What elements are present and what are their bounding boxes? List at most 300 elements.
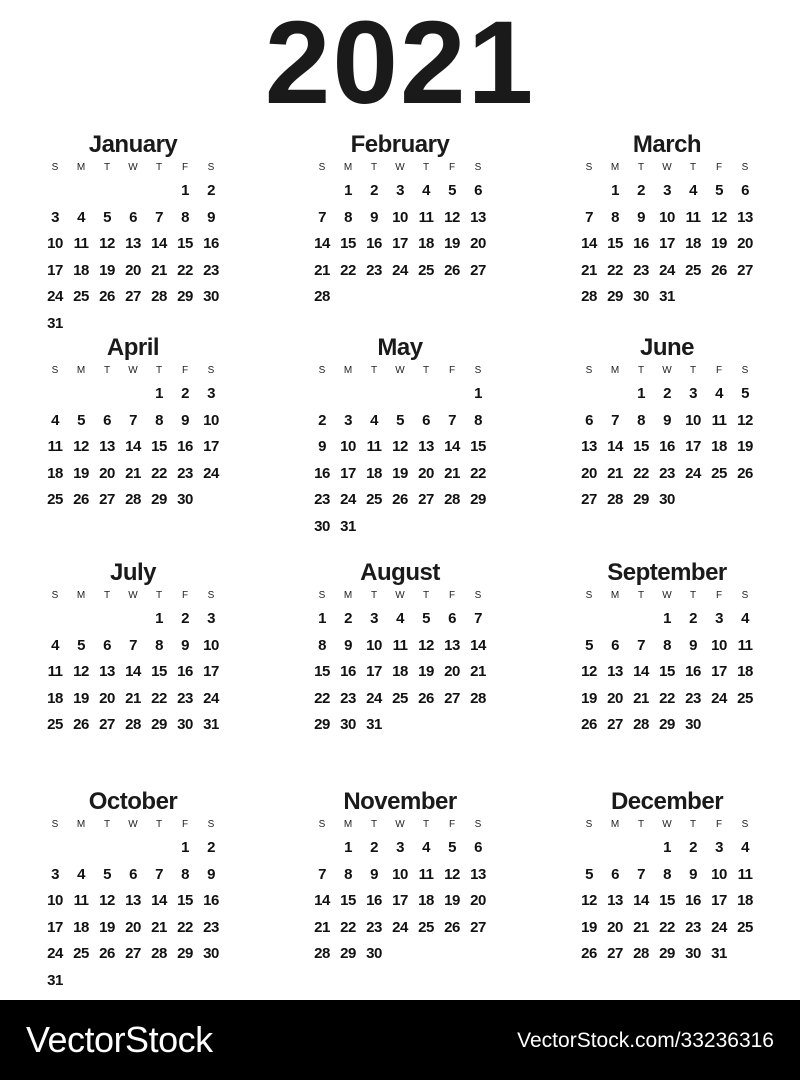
- day-number: 26: [99, 288, 115, 305]
- month-name: September: [607, 559, 727, 586]
- day-number: 15: [151, 438, 167, 455]
- empty-cell: [602, 835, 628, 862]
- day-number: 19: [73, 464, 89, 482]
- day-number: 18: [47, 689, 63, 707]
- weekday-label: W: [395, 365, 405, 376]
- weekday-label: S: [51, 365, 59, 376]
- empty-cell: [576, 381, 602, 408]
- day-number: 20: [125, 261, 141, 279]
- day-number: 28: [444, 491, 460, 508]
- month-name: December: [610, 788, 724, 815]
- day-number: 25: [47, 716, 63, 733]
- day-number: 8: [181, 865, 189, 883]
- day-number: 11: [47, 438, 63, 455]
- day-number: 23: [685, 689, 701, 707]
- day-number: 26: [73, 716, 89, 733]
- day-number: 9: [344, 636, 352, 654]
- day-number: 28: [633, 945, 649, 962]
- empty-cell: [94, 606, 120, 633]
- day-number: 18: [392, 663, 408, 680]
- day-number: 9: [663, 411, 671, 429]
- day-number: 3: [344, 411, 352, 429]
- day-number: 9: [637, 208, 645, 226]
- day-number: 22: [151, 689, 167, 707]
- day-number: 1: [155, 610, 163, 627]
- day-number: 2: [181, 385, 189, 402]
- day-number: 1: [155, 385, 163, 402]
- day-number: 5: [585, 865, 593, 883]
- weekday-label: S: [318, 365, 326, 376]
- day-number: 24: [340, 491, 356, 508]
- weekday-label: W: [395, 590, 405, 601]
- day-number: 30: [203, 288, 219, 305]
- day-number: 16: [633, 235, 649, 252]
- day-number: 20: [581, 464, 597, 482]
- day-number: 18: [685, 235, 701, 252]
- day-number: 6: [585, 411, 593, 429]
- day-number: 27: [607, 716, 623, 733]
- day-number: 8: [663, 636, 671, 654]
- day-number: 8: [637, 411, 645, 429]
- day-number: 5: [715, 182, 723, 199]
- day-number: 25: [47, 491, 63, 508]
- weekday-label: S: [585, 365, 593, 376]
- day-number: 26: [99, 945, 115, 962]
- day-number: 5: [77, 636, 85, 654]
- weekday-label: S: [318, 819, 326, 830]
- weekday-label: M: [76, 819, 86, 830]
- weekday-header: [576, 160, 758, 176]
- day-number: 11: [366, 438, 382, 455]
- day-number: 26: [737, 464, 753, 482]
- day-number: 27: [607, 945, 623, 962]
- day-number: 26: [444, 261, 460, 279]
- weekday-header: [576, 817, 758, 833]
- day-number: 20: [99, 464, 115, 482]
- day-number: 11: [711, 411, 727, 429]
- empty-cell: [94, 381, 120, 408]
- day-number: 26: [418, 689, 434, 707]
- weekday-label: W: [662, 590, 672, 601]
- day-number: 9: [181, 636, 189, 654]
- day-number: 25: [711, 464, 727, 482]
- month-june: [576, 333, 758, 543]
- weekday-label: T: [155, 162, 163, 173]
- day-number: 7: [474, 610, 482, 627]
- day-number: 14: [125, 663, 141, 680]
- weekday-label: T: [637, 162, 645, 173]
- day-number: 30: [340, 716, 356, 733]
- month-name: October: [88, 788, 178, 815]
- day-number: 28: [314, 945, 330, 962]
- day-number: 30: [633, 288, 649, 305]
- weekday-label: M: [76, 590, 86, 601]
- day-number: 31: [659, 288, 675, 305]
- day-number: 15: [177, 235, 193, 252]
- weekday-label: S: [741, 162, 749, 173]
- day-number: 30: [685, 716, 701, 733]
- day-number: 26: [581, 716, 597, 733]
- day-number: 6: [611, 865, 619, 883]
- weekday-header: [309, 160, 491, 176]
- day-number: 8: [181, 208, 189, 226]
- day-number: 6: [448, 610, 456, 627]
- brand-logo-text: VectorStock: [26, 1019, 213, 1060]
- weekday-label: F: [448, 365, 456, 376]
- weekday-label: W: [128, 590, 138, 601]
- day-number: 27: [444, 689, 460, 707]
- day-number: 1: [611, 182, 619, 199]
- day-number: 11: [737, 636, 753, 654]
- weekday-label: S: [207, 365, 215, 376]
- day-number: 19: [737, 438, 753, 455]
- month-april: [42, 333, 224, 543]
- weekday-label: W: [128, 365, 138, 376]
- weekday-label: S: [207, 590, 215, 601]
- weekday-label: S: [585, 162, 593, 173]
- weekday-label: S: [51, 819, 59, 830]
- day-number: 13: [607, 663, 623, 680]
- day-number: 11: [47, 663, 63, 680]
- day-number: 17: [659, 235, 675, 252]
- empty-cell: [602, 606, 628, 633]
- day-number: 14: [607, 438, 623, 455]
- day-number: 8: [611, 208, 619, 226]
- day-number: 29: [340, 945, 356, 962]
- day-number: 5: [103, 865, 111, 883]
- weekday-label: S: [318, 162, 326, 173]
- weekday-label: T: [637, 590, 645, 601]
- day-number: 2: [637, 182, 645, 199]
- day-number: 29: [470, 491, 486, 508]
- day-number: 24: [47, 288, 63, 305]
- day-number: 10: [340, 438, 356, 455]
- weekday-header: [42, 160, 224, 176]
- day-number: 10: [685, 411, 701, 429]
- day-number: 14: [444, 438, 460, 455]
- month-name: January: [88, 131, 178, 158]
- day-number: 1: [181, 182, 189, 199]
- day-number: 15: [314, 663, 330, 680]
- weekday-label: W: [395, 162, 405, 173]
- day-number: 19: [581, 918, 597, 936]
- weekday-label: M: [343, 365, 353, 376]
- day-number: 24: [392, 261, 408, 279]
- day-number: 31: [203, 716, 219, 733]
- day-number: 21: [581, 261, 597, 279]
- day-number: 15: [633, 438, 649, 455]
- empty-cell: [576, 178, 602, 205]
- day-number: 3: [715, 839, 723, 856]
- day-number: 20: [125, 918, 141, 936]
- day-grid: [576, 606, 758, 739]
- day-number: 3: [396, 182, 404, 199]
- day-number: 9: [207, 865, 215, 883]
- weekday-label: T: [103, 162, 111, 173]
- day-number: 7: [129, 411, 137, 429]
- day-number: 23: [366, 261, 382, 279]
- day-number: 21: [607, 464, 623, 482]
- day-number: 26: [444, 918, 460, 936]
- month-january: [42, 130, 224, 340]
- day-number: 31: [366, 716, 382, 733]
- day-number: 23: [366, 918, 382, 936]
- empty-cell: [42, 835, 68, 862]
- day-number: 7: [448, 411, 456, 429]
- day-number: 14: [314, 892, 330, 909]
- day-number: 9: [181, 411, 189, 429]
- day-number: 25: [73, 288, 89, 305]
- day-number: 15: [340, 235, 356, 252]
- weekday-label: T: [689, 819, 697, 830]
- day-number: 2: [689, 610, 697, 627]
- weekday-label: S: [474, 162, 482, 173]
- day-number: 4: [51, 636, 59, 654]
- day-grid: [309, 835, 491, 968]
- day-number: 25: [418, 918, 434, 936]
- day-number: 13: [99, 438, 115, 455]
- day-number: 1: [344, 182, 352, 199]
- day-number: 15: [659, 892, 675, 909]
- day-number: 25: [392, 689, 408, 707]
- day-number: 29: [177, 945, 193, 962]
- day-number: 23: [633, 261, 649, 279]
- day-number: 31: [47, 971, 63, 989]
- day-number: 15: [151, 663, 167, 680]
- day-number: 12: [392, 438, 408, 455]
- day-number: 15: [659, 663, 675, 680]
- day-number: 16: [177, 438, 193, 455]
- day-number: 28: [581, 288, 597, 305]
- day-number: 12: [99, 892, 115, 909]
- month-august: [309, 558, 491, 768]
- day-number: 2: [207, 182, 215, 199]
- day-number: 30: [177, 491, 193, 508]
- weekday-label: S: [474, 365, 482, 376]
- day-number: 19: [99, 918, 115, 936]
- weekday-label: T: [422, 590, 430, 601]
- weekday-label: F: [181, 162, 189, 173]
- day-number: 15: [177, 892, 193, 909]
- day-number: 1: [637, 385, 645, 402]
- day-number: 17: [366, 663, 382, 680]
- day-number: 12: [711, 208, 727, 226]
- day-number: 22: [607, 261, 623, 279]
- month-december: [576, 787, 758, 997]
- empty-cell: [361, 381, 387, 408]
- day-number: 13: [607, 892, 623, 909]
- day-number: 19: [73, 689, 89, 707]
- empty-cell: [68, 381, 94, 408]
- empty-cell: [68, 178, 94, 205]
- weekday-header: [576, 363, 758, 379]
- day-number: 27: [470, 261, 486, 279]
- day-grid: [42, 381, 224, 514]
- weekday-header: [576, 588, 758, 604]
- weekday-header: [42, 588, 224, 604]
- day-number: 20: [444, 663, 460, 680]
- day-number: 31: [711, 945, 727, 962]
- day-number: 4: [741, 610, 749, 627]
- day-number: 10: [392, 865, 408, 883]
- day-number: 14: [151, 235, 167, 252]
- day-number: 11: [418, 208, 434, 226]
- weekday-label: T: [103, 365, 111, 376]
- day-number: 20: [418, 464, 434, 482]
- day-number: 22: [151, 464, 167, 482]
- day-number: 18: [47, 464, 63, 482]
- day-number: 24: [711, 918, 727, 936]
- day-number: 13: [737, 208, 753, 226]
- empty-cell: [120, 178, 146, 205]
- day-number: 29: [659, 716, 675, 733]
- day-number: 21: [314, 918, 330, 936]
- day-number: 6: [474, 839, 482, 856]
- day-number: 2: [370, 182, 378, 199]
- day-number: 15: [607, 235, 623, 252]
- day-number: 21: [633, 689, 649, 707]
- empty-cell: [387, 381, 413, 408]
- weekday-label: S: [207, 819, 215, 830]
- day-number: 2: [207, 839, 215, 856]
- day-number: 12: [418, 636, 434, 654]
- weekday-label: T: [422, 162, 430, 173]
- weekday-label: F: [715, 590, 723, 601]
- weekday-label: M: [343, 819, 353, 830]
- month-name: April: [106, 334, 160, 361]
- weekday-label: S: [741, 590, 749, 601]
- empty-cell: [42, 178, 68, 205]
- day-number: 18: [366, 464, 382, 482]
- day-number: 12: [444, 208, 460, 226]
- day-number: 24: [685, 464, 701, 482]
- day-number: 6: [129, 865, 137, 883]
- day-number: 23: [203, 918, 219, 936]
- day-number: 5: [103, 208, 111, 226]
- day-number: 29: [151, 716, 167, 733]
- weekday-label: T: [689, 365, 697, 376]
- day-number: 19: [444, 892, 460, 909]
- month-march: [576, 130, 758, 340]
- day-number: 12: [581, 892, 597, 909]
- day-number: 16: [685, 892, 701, 909]
- day-number: 28: [125, 491, 141, 508]
- day-number: 20: [737, 235, 753, 252]
- day-number: 28: [470, 689, 486, 707]
- day-number: 6: [422, 411, 430, 429]
- day-number: 9: [689, 636, 697, 654]
- weekday-label: F: [715, 162, 723, 173]
- day-number: 18: [418, 235, 434, 252]
- empty-cell: [628, 835, 654, 862]
- month-name: May: [377, 334, 423, 361]
- weekday-label: F: [181, 365, 189, 376]
- day-number: 9: [370, 865, 378, 883]
- day-number: 24: [366, 689, 382, 707]
- day-number: 9: [318, 438, 326, 455]
- day-number: 29: [314, 716, 330, 733]
- day-number: 16: [659, 438, 675, 455]
- day-number: 28: [314, 288, 330, 305]
- day-number: 12: [444, 865, 460, 883]
- empty-cell: [439, 381, 465, 408]
- weekday-label: T: [370, 819, 378, 830]
- weekday-label: W: [128, 819, 138, 830]
- day-number: 18: [737, 663, 753, 680]
- day-grid: [42, 835, 224, 994]
- day-number: 25: [73, 945, 89, 962]
- day-number: 4: [422, 839, 430, 856]
- empty-cell: [146, 178, 172, 205]
- day-number: 18: [73, 918, 89, 936]
- empty-cell: [68, 835, 94, 862]
- weekday-header: [309, 588, 491, 604]
- day-number: 4: [741, 839, 749, 856]
- day-number: 3: [51, 208, 59, 226]
- day-number: 17: [340, 464, 356, 482]
- weekday-label: F: [448, 162, 456, 173]
- day-number: 16: [203, 235, 219, 252]
- weekday-label: T: [155, 590, 163, 601]
- weekday-header: [42, 363, 224, 379]
- day-number: 22: [340, 918, 356, 936]
- day-number: 4: [51, 411, 59, 429]
- weekday-label: M: [76, 365, 86, 376]
- weekday-label: S: [318, 590, 326, 601]
- day-number: 19: [392, 464, 408, 482]
- day-number: 20: [99, 689, 115, 707]
- day-number: 14: [633, 663, 649, 680]
- day-number: 17: [392, 892, 408, 909]
- empty-cell: [120, 381, 146, 408]
- day-number: 11: [73, 892, 89, 909]
- day-number: 29: [607, 288, 623, 305]
- weekday-label: T: [689, 162, 697, 173]
- empty-cell: [576, 606, 602, 633]
- day-number: 3: [715, 610, 723, 627]
- day-number: 2: [318, 411, 326, 429]
- day-number: 20: [470, 235, 486, 252]
- day-number: 14: [125, 438, 141, 455]
- day-number: 4: [689, 182, 697, 199]
- day-number: 18: [737, 892, 753, 909]
- weekday-label: T: [637, 365, 645, 376]
- weekday-label: S: [741, 365, 749, 376]
- day-number: 2: [663, 385, 671, 402]
- day-number: 11: [418, 865, 434, 883]
- day-number: 14: [633, 892, 649, 909]
- day-number: 22: [470, 464, 486, 482]
- weekday-header: [309, 817, 491, 833]
- empty-cell: [68, 606, 94, 633]
- day-number: 30: [314, 517, 330, 535]
- day-number: 27: [99, 491, 115, 508]
- day-number: 24: [711, 689, 727, 707]
- weekday-label: T: [689, 590, 697, 601]
- weekday-label: T: [370, 365, 378, 376]
- day-number: 23: [340, 689, 356, 707]
- month-february: [309, 130, 491, 340]
- day-number: 19: [711, 235, 727, 252]
- day-number: 26: [73, 491, 89, 508]
- day-number: 29: [177, 288, 193, 305]
- day-number: 17: [47, 261, 63, 279]
- day-grid: [309, 178, 491, 311]
- watermark-footer: [0, 1000, 800, 1080]
- weekday-label: F: [715, 819, 723, 830]
- empty-cell: [309, 178, 335, 205]
- day-number: 10: [203, 636, 219, 654]
